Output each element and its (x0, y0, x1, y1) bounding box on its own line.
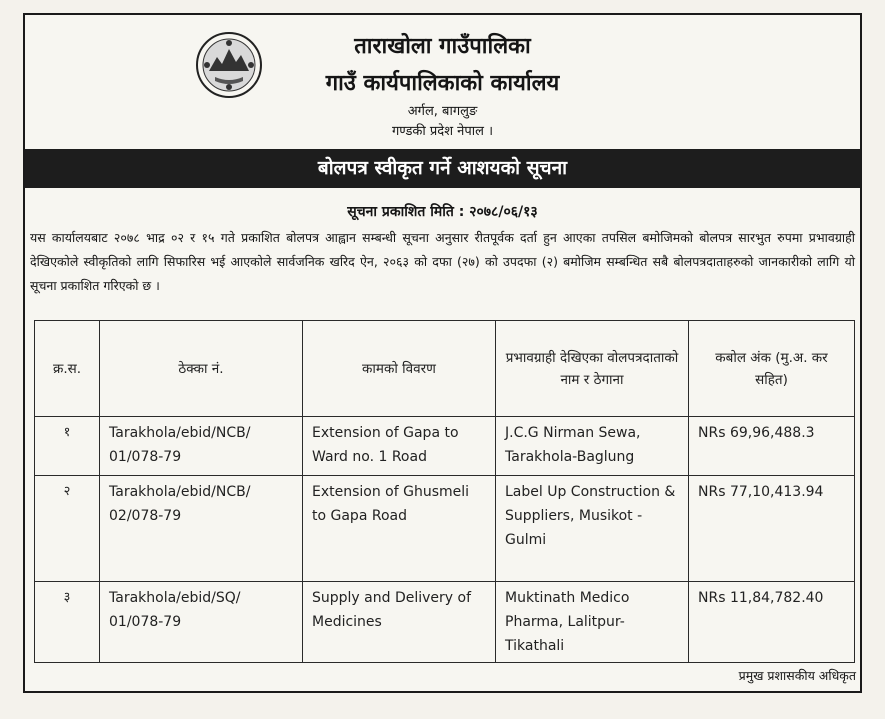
publication-date-label: सूचना प्रकाशित मिति : (347, 204, 465, 220)
row-work-description: Extension of Gapa to Ward no. 1 Road (303, 417, 496, 476)
row-contract-number: Tarakhola/ebid/NCB/ 01/078-79 (100, 417, 303, 476)
notice-body-text: यस कार्यालयबाट २०७८ भाद्र ०२ र १५ गते प्रकाशित बोलपत्र आह्वान सम्बन्धी सूचना अनुसार रीतपूर्वक दर्ता हुन आएका तपसिल बमोजिमको बोलपत्र सारभुत रुपमा प्रभावग्राही देखिएकोले स्वीकृतिको लागि सिफारिस भई आएकोले सार्वजनिक खरिद ऐन, २०६३ को दफा (२७) को उपदफा (२) बमोजिम सम्बन्धित सबै बोलपत्रदाताहरुको जानकारीको लागि यो सूचना प्रकाशित गरिएको छ । (30, 230, 855, 293)
municipality-name: ताराखोला गाउँपालिका (354, 34, 531, 59)
row-bid-amount: NRs 69,96,488.3 (689, 417, 855, 476)
row-serial: २ (35, 476, 100, 582)
row-bid-amount: NRs 11,84,782.40 (689, 582, 855, 663)
row-contract-number: Tarakhola/ebid/SQ/ 01/078-79 (100, 582, 303, 663)
row-serial: ३ (35, 582, 100, 663)
header-work-description: कामको विवरण (303, 321, 496, 417)
row-bidder: Label Up Construction & Suppliers, Musikot - Gulmi (496, 476, 689, 582)
office-location: अर्गल, बागलुङ (407, 104, 478, 119)
row-bidder: J.C.G Nirman Sewa, Tarakhola-Baglung (496, 417, 689, 476)
row-work-description: Extension of Ghusmeli to Gapa Road (303, 476, 496, 582)
row-bid-amount: NRs 77,10,413.94 (689, 476, 855, 582)
row-serial: १ (35, 417, 100, 476)
header-serial: क्र.स. (35, 321, 100, 417)
notice-title-banner: बोलपत्र स्वीकृत गर्ने आशयको सूचना (25, 149, 860, 188)
header-contract-number: ठेक्का नं. (100, 321, 303, 417)
row-bidder: Muktinath Medico Pharma, Lalitpur-Tikathali (496, 582, 689, 663)
notice-frame (23, 13, 862, 693)
publication-date-line (25, 202, 860, 221)
row-work-description: Supply and Delivery of Medicines (303, 582, 496, 663)
header-bidder: प्रभावग्राही देखिएका वोलपत्रदाताको नाम र ठेगाना (496, 321, 689, 417)
table-row (35, 582, 855, 663)
row-contract-number: Tarakhola/ebid/NCB/ 02/078-79 (100, 476, 303, 582)
header-bid-amount: कबोल अंक (मु.अ. कर सहित) (689, 321, 855, 417)
publication-date-value: २०७८/०६/१३ (469, 204, 538, 220)
office-province: गण्डकी प्रदेश नेपाल । (391, 124, 494, 139)
signature-title: प्रमुख प्रशासकीय अधिकृत (738, 668, 856, 683)
table-row (35, 476, 855, 582)
table-row (35, 417, 855, 476)
bid-table (34, 320, 855, 663)
office-name: गाउँ कार्यपालिकाको कार्यालय (325, 71, 560, 96)
table-header-row (35, 321, 855, 417)
